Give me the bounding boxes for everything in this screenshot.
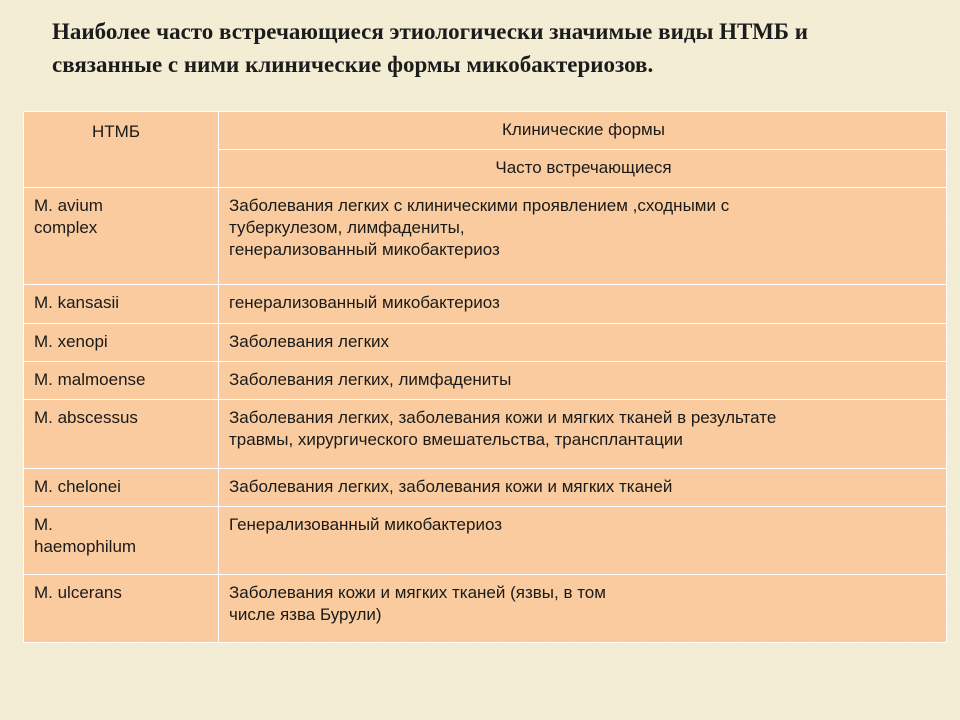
header-cell-frequent: Часто встречающиеся	[219, 150, 947, 188]
species-cell	[24, 188, 219, 285]
forms-text: генерализованный микобактериоз	[229, 240, 500, 259]
table-row	[24, 575, 947, 643]
species-cell	[24, 400, 219, 469]
species-cell	[24, 575, 219, 643]
ntm-clinical-forms-table	[23, 111, 947, 643]
slide-title-line-2: связанные с ними клинические формы микобактериозов.	[52, 52, 654, 77]
species-text: M. malmoense	[34, 370, 146, 389]
clinical-forms-cell	[219, 285, 947, 324]
forms-text: туберкулезом, лимфадениты,	[229, 218, 465, 237]
forms-text: Заболевания легких, заболевания кожи и мягких тканей в результате	[229, 408, 777, 427]
clinical-forms-cell	[219, 469, 947, 507]
species-text: M. chelonei	[34, 477, 121, 496]
clinical-forms-cell	[219, 507, 947, 575]
species-text: M.	[34, 515, 53, 534]
forms-text: Заболевания легких с клиническими проявлением ,сходными с	[229, 196, 730, 215]
forms-text: генерализованный микобактериоз	[229, 293, 500, 312]
forms-text: Заболевания кожи и мягких тканей (язвы, в том	[229, 583, 606, 602]
species-cell	[24, 324, 219, 362]
species-text: complex	[34, 218, 98, 237]
species-cell	[24, 362, 219, 400]
table-row	[24, 285, 947, 324]
species-text: M. abscessus	[34, 408, 138, 427]
table-row	[24, 188, 947, 285]
species-cell	[24, 285, 219, 324]
slide-title-line-1: Наиболее часто встречающиеся этиологически значимые виды НТМБ и	[52, 19, 809, 44]
header-cell-ntmb: НТМБ	[24, 112, 219, 188]
species-text: M. kansasii	[34, 293, 120, 312]
species-cell	[24, 507, 219, 575]
forms-text: Заболевания легких, заболевания кожи и мягких тканей	[229, 477, 673, 496]
clinical-forms-cell	[219, 324, 947, 362]
header-cell-clinical-forms: Клинические формы	[219, 112, 947, 150]
table-row	[24, 362, 947, 400]
species-text: haemophilum	[34, 537, 137, 556]
forms-text: травмы, хирургического вмешательства, трансплантации	[229, 430, 683, 449]
species-cell	[24, 469, 219, 507]
forms-text: числе язва Бурули)	[229, 605, 382, 624]
clinical-forms-cell	[219, 362, 947, 400]
clinical-forms-cell	[219, 400, 947, 469]
table-row	[24, 507, 947, 575]
species-text: M. ulcerans	[34, 583, 122, 602]
slide-title	[52, 15, 932, 81]
clinical-forms-cell	[219, 575, 947, 643]
header-row	[24, 112, 947, 150]
species-text: M. xenopi	[34, 332, 108, 351]
forms-text: Заболевания легких	[229, 332, 390, 351]
table-row	[24, 469, 947, 507]
forms-text: Генерализованный микобактериоз	[229, 515, 503, 534]
table-row	[24, 324, 947, 362]
clinical-forms-cell	[219, 188, 947, 285]
forms-text: Заболевания легких, лимфадениты	[229, 370, 512, 389]
table-row	[24, 400, 947, 469]
species-text: M. avium	[34, 196, 103, 215]
